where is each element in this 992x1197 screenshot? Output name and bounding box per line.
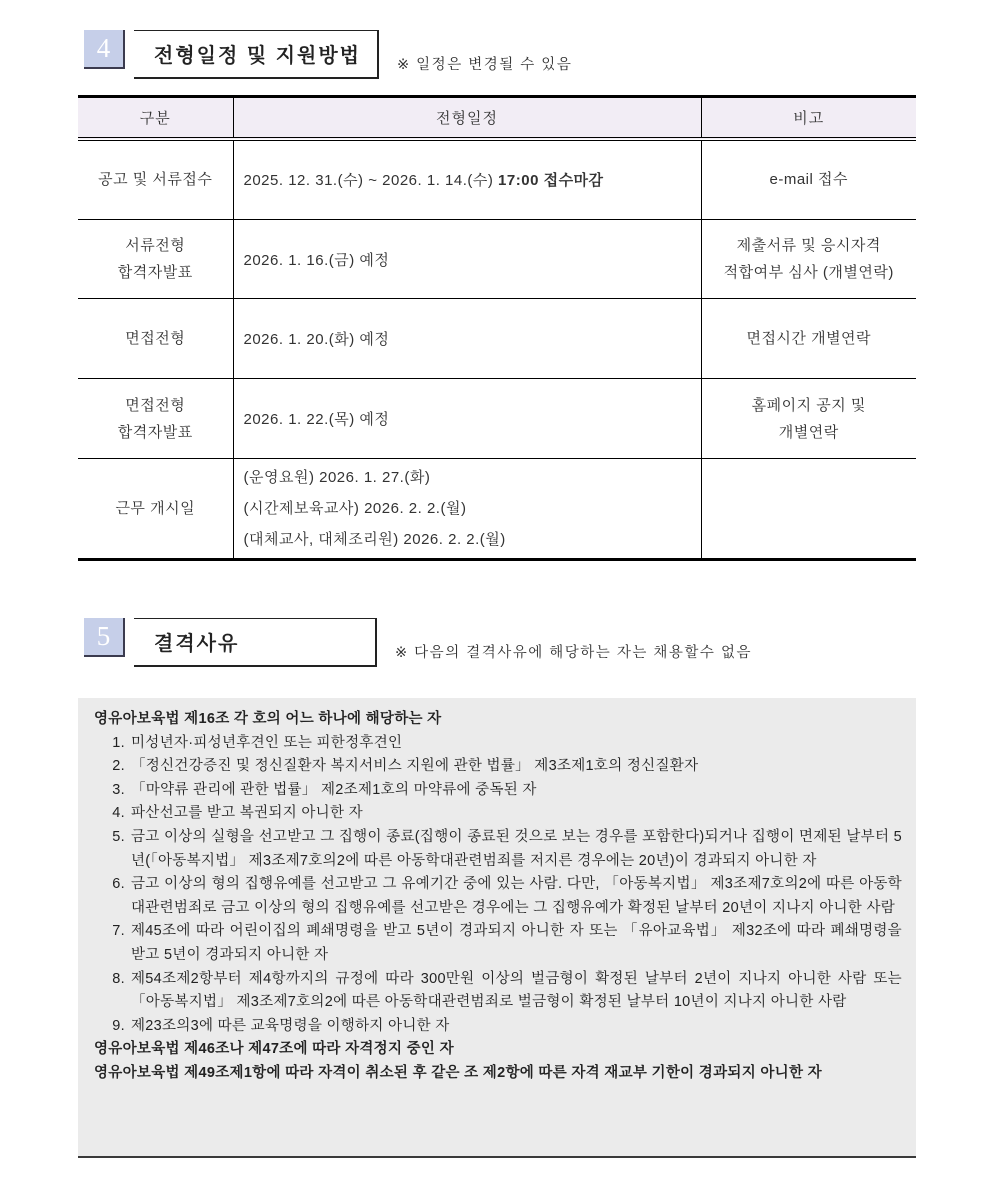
disqualification-item-8 [94,968,902,1015]
item-text: 제45조에 따라 어린이집의 폐쇄명령을 받고 5년이 경과되지 아니한 자 또는 「유아교육법」 제32조에 따라 폐쇄명령을 받고 5년이 경과되지 아니한 자 [131,923,902,963]
row-schedule-line3: (대체교사, 대체조리원) 2026. 2. 2.(월) [243,531,506,548]
disqualification-item-7 [94,920,902,967]
disqualification-item-3 [94,779,902,803]
item-number: 5. [112,828,125,845]
row-note: 제출서류 및 응시자격 [736,237,881,254]
row-schedule: 2025. 12. 31.(수) ~ 2026. 1. 14.(수) [243,172,499,190]
row-schedule: 2026. 1. 22.(목) 예정 [243,411,390,428]
row-category-line2: 합격자발표 [117,264,193,281]
section5-header [84,618,944,667]
section5-number-badge: 5 [84,618,125,657]
table-header-row [78,97,916,139]
item-text: 파산선고를 받고 복권되지 아니한 자 [131,805,363,822]
row-category: 면접전형 [125,396,186,414]
section4-note: ※ 일정은 변경될 수 있음 [397,57,573,73]
item-text: 금고 이상의 형의 집행유예를 선고받고 그 유예기간 중에 있는 사람. 다만, 「아동복지법」 제3조제7호의2에 따른 아동학대관련범죄로 금고 이상의 형의 집행유예를 선고받은 경우에는 그 집행유예가 확정된 날부터 20년이 지나지 아니한 사람 [131,876,902,916]
item-number: 2. [112,758,125,775]
row-schedule: 2026. 1. 20.(화) 예정 [243,331,390,348]
item-number: 7. [112,923,125,940]
item-number: 3. [112,781,125,798]
row-note-line2: 적합여부 심사 (개별연락) [723,264,894,281]
section5-note: ※ 다음의 결격사유에 해당하는 자는 채용할수 없음 [395,645,752,661]
row-schedule-line1: (운영요원) 2026. 1. 27.(화) [243,469,431,486]
disqualification-item-9 [94,1015,902,1039]
row-category: 공고 및 서류접수 [98,171,213,189]
item-number: 8. [112,970,125,987]
col-header-schedule: 전형일정 [233,97,701,139]
row-note: 홈페이지 공지 및 [751,396,866,414]
item-text: 「마약류 관리에 관한 법률」 제2조제1호의 마약류에 중독된 자 [131,781,537,798]
item-text: 금고 이상의 실형을 선고받고 그 집행이 종료(집행이 종료된 것으로 보는 경우를 포함한다)되거나 집행이 면제된 날부터 5년(「아동복지법」 제3조제7호의2에 따른 아동학대관련범죄를 저지른 경우에는 20년)이 경과되지 아니한 자 [131,828,902,869]
disqualification-item-2 [94,755,902,779]
law-heading-article49: 영유아보육법 제49조제1항에 따라 자격이 취소된 후 같은 조 제2항에 따른 자격 재교부 기한이 경과되지 아니한 자 [94,1064,822,1081]
table-row-work-start [78,459,916,560]
law-heading-article46-47: 영유아보육법 제46조나 제47조에 따라 자격정지 중인 자 [94,1041,454,1058]
item-text: 제23조의3에 따른 교육명령을 이행하지 아니한 자 [131,1017,450,1034]
disqualification-item-4 [94,802,902,826]
schedule-table [78,95,916,561]
row-schedule-deadline: 17:00 접수마감 [498,172,604,190]
item-number: 9. [112,1017,125,1034]
section4-number-badge: 4 [84,30,125,69]
row-note-empty [701,459,916,560]
row-category: 서류전형 [125,237,186,254]
item-text: 미성년자·피성년후견인 또는 피한정후견인 [131,734,403,751]
item-number: 1. [112,734,125,751]
col-header-category: 구분 [78,97,233,139]
row-note-line2: 개별연락 [778,423,839,441]
disqualification-item-1 [94,732,902,756]
section4-header [84,30,944,79]
disqualification-item-5 [94,826,902,873]
row-schedule-line2: (시간제보육교사) 2026. 2. 2.(월) [243,500,467,517]
table-row-interview-result [78,379,916,459]
table-row-document-screening [78,220,916,299]
disqualification-box [78,698,916,1158]
item-text: 「정신건강증진 및 정신질환자 복지서비스 지원에 관한 법률」 제3조제1호의 정신질환자 [131,758,699,775]
row-schedule: 2026. 1. 16.(금) 예정 [243,251,390,269]
section5-title: 결격사유 [134,618,377,667]
item-number: 6. [112,876,125,893]
row-category-line2: 합격자발표 [117,423,193,441]
law-heading-article16: 영유아보육법 제16조 각 호의 어느 하나에 해당하는 자 [94,711,442,727]
item-text: 제54조제2항부터 제4항까지의 규정에 따라 300만원 이상의 벌금형이 확정된 날부터 2년이 지나지 아니한 사람 또는 「아동복지법」 제3조제7호의2에 따른 아동학대관련범죄로 벌금형이 확정된 날부터 10년이 지나지 아니한 사람 [131,970,902,1011]
item-number: 4. [112,805,125,822]
disqualification-item-6 [94,873,902,920]
table-row-interview [78,299,916,379]
section4-title: 전형일정 및 지원방법 [134,30,379,79]
col-header-note: 비고 [701,97,916,139]
table-row-announcement [78,139,916,220]
row-note: e-mail 접수 [769,171,848,189]
row-category: 근무 개시일 [115,500,196,517]
row-category: 면접전형 [125,330,186,347]
row-note: 면접시간 개별연락 [746,330,872,347]
